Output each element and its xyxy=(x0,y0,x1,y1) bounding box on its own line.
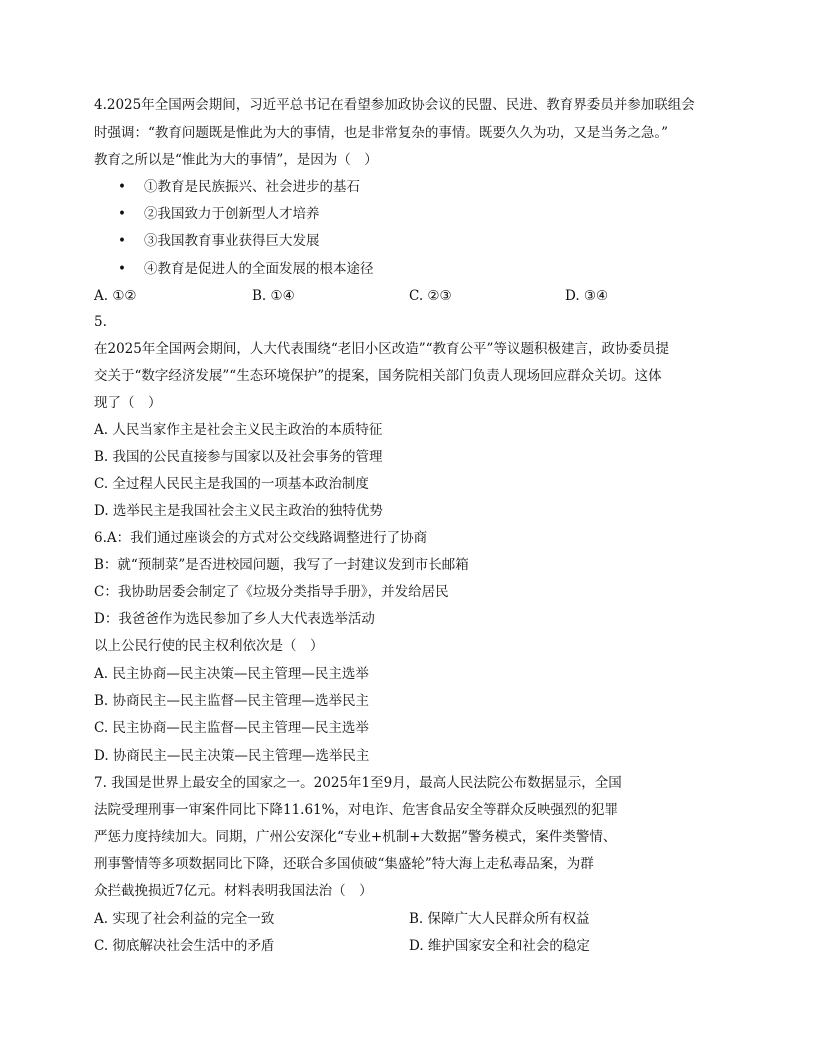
q5-option-b: B. 我国的公民直接参与国家以及社会事务的管理 xyxy=(94,449,383,465)
bullet-icon: • xyxy=(118,261,126,277)
q6-option-a: A. 民主协商—民主决策—民主管理—民主选举 xyxy=(94,666,369,682)
q7-stem-line-1: 7. 我国是世界上最安全的国家之一。2025年1至9月，最高人民法院公布数据显示，全国 xyxy=(94,775,622,791)
q7-stem-line-5: 众拦截挽损近7亿元。材料表明我国法治（ ） xyxy=(94,883,373,899)
q5-option-c: C. 全过程人民民主是我国的一项基本政治制度 xyxy=(94,476,369,492)
q4-stem-line-3: 教育之所以是“惟此为大的事情”，是因为（ ） xyxy=(94,152,378,168)
q5-number: 5. xyxy=(94,314,107,330)
q7-stem-line-4: 刑事警情等多项数据同比下降，还联合多国侦破“集盛轮”特大海上走私毒品案，为群 xyxy=(94,856,594,872)
q6-option-b: B. 协商民主—民主监督—民主管理—选举民主 xyxy=(94,693,370,709)
q4-statement-2: ②我国致力于创新型人才培养 xyxy=(144,206,320,222)
q6-stem-line-4: D：我爸爸作为选民参加了乡人大代表选举活动 xyxy=(94,611,375,627)
q6-stem-line-2: B：就“预制菜”是否进校园问题，我写了一封建议发到市长邮箱 xyxy=(94,557,469,573)
q5-option-a: A. 人民当家作主是社会主义民主政治的本质特征 xyxy=(94,422,383,438)
q4-option-c: C. ②③ xyxy=(409,288,452,304)
q5-stem-line-1: 在2025年全国两会期间，人大代表围绕“老旧小区改造”“教育公平”等议题积极建言，政协委员提 xyxy=(94,341,669,357)
q6-stem-line-3: C：我协助居委会制定了《垃圾分类指导手册》，并发给居民 xyxy=(94,584,449,600)
q4-option-b: B. ①④ xyxy=(252,288,295,304)
q7-option-d: D. 维护国家安全和社会的稳定 xyxy=(409,938,590,954)
bullet-icon: • xyxy=(118,233,126,249)
q4-option-d: D. ③④ xyxy=(565,288,609,304)
q5-stem-line-3: 现了（ ） xyxy=(94,395,162,411)
q7-option-b: B. 保障广大人民群众所有权益 xyxy=(409,911,590,927)
bullet-icon: • xyxy=(118,206,126,222)
q5-stem-line-2: 交关于“数字经济发展”“生态环境保护”的提案，国务院相关部门负责人现场回应群众关切。这体 xyxy=(94,368,662,384)
bullet-icon: • xyxy=(118,179,126,195)
q7-option-c: C. 彻底解决社会生活中的矛盾 xyxy=(94,938,275,954)
q6-stem-line-5: 以上公民行使的民主权利依次是（ ） xyxy=(94,638,324,654)
q4-option-a: A. ①② xyxy=(94,288,137,304)
q4-stem-line-1: 4.2025年全国两会期间，习近平总书记在看望参加政协会议的民盟、民进、教育界委员并参加联组会 xyxy=(94,97,695,113)
q4-stem-line-2: 时强调：“教育问题既是惟此为大的事情，也是非常复杂的事情。既要久久为功，又是当务之急。” xyxy=(94,125,669,141)
q7-stem-line-3: 严惩力度持续加大。同期，广州公安深化“专业+机制+大数据”警务模式，案件类警情、 xyxy=(94,829,617,845)
q5-option-d: D. 选举民主是我国社会主义民主政治的独特优势 xyxy=(94,503,383,519)
q4-statement-4: ④教育是促进人的全面发展的根本途径 xyxy=(144,261,374,277)
q7-option-a: A. 实现了社会利益的完全一致 xyxy=(94,911,275,927)
q6-option-c: C. 民主协商—民主监督—民主管理—民主选举 xyxy=(94,720,369,736)
q4-statement-1: ①教育是民族振兴、社会进步的基石 xyxy=(144,179,360,195)
q6-option-d: D. 协商民主—民主决策—民主管理—选举民主 xyxy=(94,748,370,764)
q6-stem-line-1: 6.A：我们通过座谈会的方式对公交线路调整进行了协商 xyxy=(94,530,428,546)
q7-stem-line-2: 法院受理刑事一审案件同比下降11.61%，对电诈、危害食品安全等群众反映强烈的犯罪 xyxy=(94,802,618,818)
q4-statement-3: ③我国教育事业获得巨大发展 xyxy=(144,233,320,249)
